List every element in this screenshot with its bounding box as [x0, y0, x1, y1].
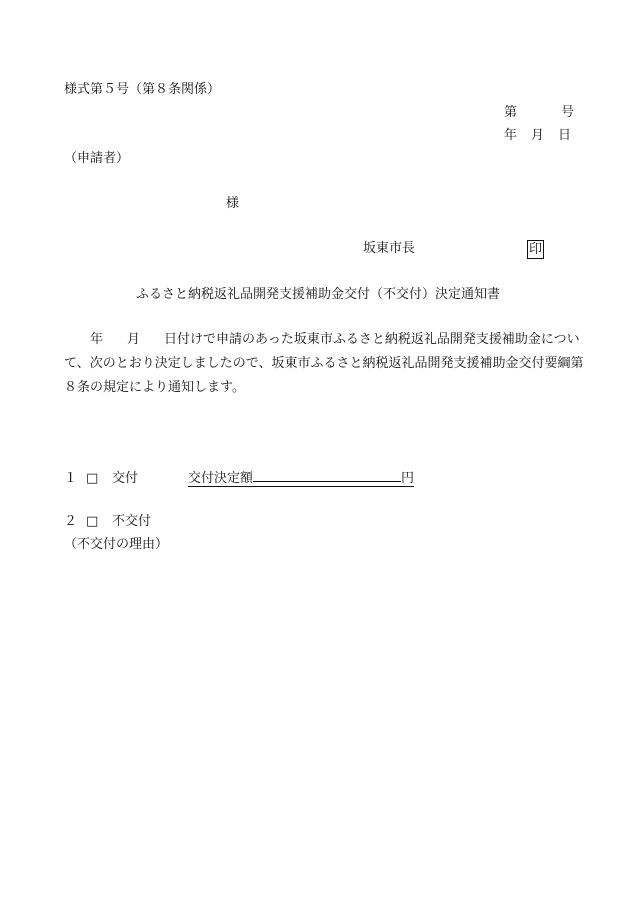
seal-text: 印 [529, 242, 543, 257]
applicant-label: （申請者） [64, 151, 130, 166]
grant-amount-label: 交付決定額 [188, 471, 254, 486]
doc-number-prefix: 第 [504, 105, 518, 120]
body-line-3: ８条の規定により通知します。 [64, 380, 245, 395]
doc-number-suffix: 号 [561, 105, 575, 120]
date-year: 年 [504, 128, 518, 143]
item-nongrant-checkbox[interactable]: □ [86, 514, 99, 529]
body-line-1 [64, 328, 580, 352]
body-line-1-text: 日付けで申請のあった坂東市ふるさと納税返礼品開発支援補助金につい [164, 332, 580, 347]
item-grant-checkbox[interactable]: □ [86, 471, 99, 486]
date-month: 月 [531, 128, 545, 143]
date-day: 日 [558, 128, 572, 143]
issuer: 坂東市長 [363, 241, 416, 256]
body-line-2: て、次のとおり決定しましたので、坂東市ふるさと納税返礼品開発支援補助金交付要綱第 [64, 356, 584, 371]
item-grant-label: 交付 [112, 471, 139, 486]
document-title: ふるさと納税返礼品開発支援補助金交付（不交付）決定通知書 [136, 287, 501, 302]
form-number: 様式第５号（第８条関係） [64, 82, 221, 97]
item-grant [64, 469, 414, 485]
item-nongrant-label: 不交付 [112, 514, 152, 529]
honorific: 様 [226, 196, 240, 211]
item-grant-number: １ [64, 471, 78, 486]
issue-date [504, 129, 571, 142]
nongrant-reason-label: （不交付の理由） [64, 537, 169, 552]
item-nongrant [64, 515, 151, 528]
doc-number [504, 106, 574, 119]
seal-mark [527, 240, 544, 259]
grant-amount-unit: 円 [401, 471, 415, 486]
grant-amount-blank[interactable] [253, 469, 401, 482]
item-nongrant-number: ２ [64, 514, 78, 529]
body-year: 年 [90, 332, 104, 347]
grant-amount-field [188, 471, 414, 487]
body-month: 月 [127, 332, 141, 347]
